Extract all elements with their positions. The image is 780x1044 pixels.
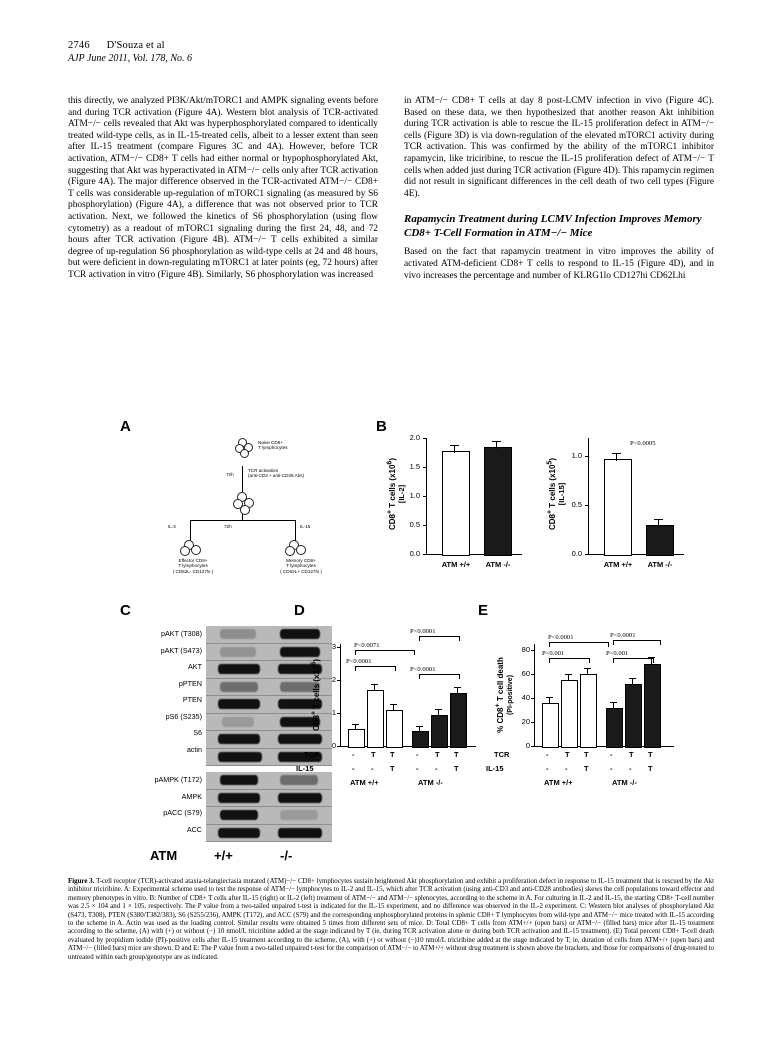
running-authors: D'Souza et al [106,40,165,51]
blot-label-1: pAKT (S473) [160,645,202,655]
chart-d-tcr-3: T [390,750,395,759]
y-axis [340,644,341,746]
ytick-2: 1.0 [409,491,420,500]
chart-d-tcr-4: - [416,750,419,759]
chart-e-tcr-2: T [565,750,570,759]
chart-d-il15-5: - [435,764,438,773]
bar-d-4 [412,731,429,748]
chart-e-group-ko: ATM -/- [612,778,637,787]
chart-e-tcr-5: T [629,750,634,759]
chart-d-tcr-label: TCR [304,750,320,759]
ytick-0: 0.0 [571,549,582,558]
bar-atm-ko [646,525,674,556]
chart-d-tcr-2: T [371,750,376,759]
pvalue-e-4: P<0.0001 [610,632,636,639]
blot-image-bottom [206,772,332,842]
bar-atm-wt [442,451,470,556]
chart-d-il15-6: T [454,764,459,773]
bar-d-1 [348,729,365,748]
right-paragraph-1: in ATM−/− CD8+ T cells at day 8 post-LCMV infection in vivo (Figure 4C). Based on these data, we then hypothesized that another reason Akt inhibition during TCR activation is able to rescue the IL-15 proliferation defect in ATM−/− cells (Figure 3D) is via down-regulation of the elevated mTORC1 activity during TCR activation. This was confirmed by the ability of the mTORC1 inhibitor rapamycin, like triciribine, to rescue the IL-15 proliferation defect of ATM−/− T cells when added just during TCR activation (Figure 4D). This rapamycin regimen did not result in significant differences in the cell death of two cell types (Figure 4E). [404,96,715,199]
ytick-1: 0.5 [571,500,582,509]
bar-atm-wt [604,459,632,556]
bar-e-1 [542,703,559,748]
schematic-effector-label: Effector CD8+ T lymphocytes ( CD62L- CD127lo ) [172,558,214,574]
bar-e-3 [580,674,597,748]
chart-d-il15-3: T [390,764,395,773]
panel-letter-c: C [120,602,131,619]
ytick-0: 0 [331,741,336,750]
blot-label-10: pACC (S79) [163,808,202,817]
blot-label-2: AKT [188,662,202,671]
header-line-1 [68,40,718,51]
chart-e-il15-5: - [629,764,632,773]
chart-e-ylabel: % CD8+ T cell death (PI-positive) [494,657,514,733]
chart-d-il15-label: IL-15 [296,764,314,773]
right-paragraph-2: Based on the fact that rapamycin treatment in vitro improves the ability of activated ATM-deficient CD8+ T cells to respond to IL-15 (Figure 4D), and in vivo increases the percentage and number of KLRG1lo CD127hi CD62Lhi [404,247,714,281]
left-paragraph: this directly, we analyzed PI3K/Akt/mTORC1 and AMPK signaling events before and during TCR activation (Figure 4A). Western blot analysis of TCR-activated ATM−/− cells revealed that Akt was hyperphosphorylated compared to identically treated wild-type cells, as in IL-15-treated cells, albeit to a lesser extent than seen after IL-15 treatment (compare Figures 3C and 4A). However, before TCR activation, ATM−/− CD8+ T cells had either normal or hypophosphorylated Akt, suggesting that Akt was hyperactivated in ATM−/− cells only after TCR activation (Figure 4A). The major difference observed in the TCR-activated ATM−/− CD8+ T cells was considerable up-regulation of mTORC1 signaling (as measured by S6 phosphorylation) (Figure 4A), a difference that was not observed prior to TCR activation. Next, we followed the kinetics of S6 phosphorylation (using flow cytometry) as a readout of mTORC1 signaling during the first 24, 48, and 72 hours after TCR activation (Figure 4B). ATM−/− T cells exhibited a similar degree of up-regulation S6 phosphorylation as wild-type cells at 24 and 48 hours, but were deficient in down-regulating mTORC1 at later points (eg, 72 hours) after TCR activation in vitro (Figure 4B). Similarly, S6 phosphorylation was increased [68,96,378,280]
pvalue-e-3: P<0.001 [606,650,629,657]
blot-foot-atm: ATM [150,848,178,863]
page-header [68,40,718,64]
chart-d-il15-2: - [371,764,374,773]
chart-d-il15-4: - [416,764,419,773]
bar-d-2 [367,690,384,748]
panel-letter-b: B [376,418,387,435]
figure-3 [68,418,714,868]
ytick-2: 1.0 [571,451,582,460]
section-heading: Rapamycin Treatment during LCMV Infection Improves Memory CD8+ T-Cell Formation in ATM−/− Mice [404,213,702,239]
chart-d-group-ko: ATM -/- [418,778,443,787]
ytick-3: 3 [331,642,336,651]
pvalue-d-3: P<0.0001 [410,666,436,673]
bar-e-5 [625,684,642,748]
bar-e-6 [644,664,661,748]
xlab-atm-ko: ATM -/- [485,560,511,569]
blot-label-3: pPTEN [178,678,202,688]
ytick-1: 1 [331,708,336,717]
chart-e-il15-6: T [648,764,653,773]
bar-e-2 [561,680,578,748]
chart-e-tcr-6: T [648,750,653,759]
blot-labels-top [144,626,202,758]
pvalue-d-2: P<0.0071 [354,642,380,649]
ytick-1: 20 [521,717,530,726]
chart-d-tcr-1: - [352,750,355,759]
right-column [404,96,714,282]
panel-a-schematic [144,436,354,576]
ytick-1: 0.5 [409,520,420,529]
blot-label-11: ACC [186,824,202,834]
chart-e-il15-2: - [565,764,568,773]
schematic-arrow-1 [242,466,243,492]
panel-letter-d: D [294,602,305,619]
chart-e-tcr-1: - [546,750,549,759]
chart-d [296,614,486,787]
blot-label-8: pAMPK (T172) [154,775,202,784]
pvalue-e-1: P<0.001 [542,650,565,657]
chart-e-tcr-label: TCR [494,750,510,759]
ytick-0: 0.0 [409,549,420,558]
bar-d-6 [450,693,467,748]
chart-e-il15-label: IL-15 [486,764,504,773]
schematic-il2-label: IL-2 [168,524,176,529]
naive-cell-cluster-icon [230,438,256,464]
blot-foot-ko: -/- [280,848,293,863]
ytick-2: 40 [521,693,530,702]
chart-b-il15-pvalue: P<0.0005 [630,440,656,447]
chart-b-il2-ylabel: CD8+ T cells $(x10^6)$ [IL-2] [386,457,406,531]
blot-label-9: AMPK [181,791,202,801]
chart-d-ylabel: CD8+ T cells $(x10^6)$ [310,658,321,732]
panel-letter-a: A [120,418,131,435]
chart-e-il15-4: - [610,764,613,773]
xlab-atm-wt: ATM +/+ [441,560,471,569]
pvalue-e-2: P<0.0001 [548,634,574,641]
schematic-top-label: Naive CD8+ T lymphocytes [258,440,288,451]
blot-foot-wt: +/+ [214,848,233,863]
chart-e-tcr-4: - [610,750,613,759]
blot-label-7: actin [186,744,202,754]
activated-cell-cluster-icon [230,492,256,518]
blot-label-5: pS6 (S235) [165,711,202,721]
schematic-tcr-label: TCR activation (anti-CD3 + anti-CD28 Abs) [248,468,305,479]
chart-e-tcr-3: T [584,750,589,759]
blot-labels-bottom [144,772,202,838]
schematic-memory-label: Memory CD8+ T lymphocytes ( CD62L+ CD127hi ) [280,558,322,574]
chart-d-il15-1: - [352,764,355,773]
left-column [68,96,378,282]
chart-d-tcr-5: T [435,750,440,759]
chart-b-il15-ylabel: CD8+ T cells $(x10^5)$ [IL-15] [546,457,566,531]
ytick-4: 80 [521,645,530,654]
panel-letter-e: E [478,602,489,619]
bar-atm-ko [484,447,512,556]
schematic-branch-stem [242,514,243,521]
ytick-4: 2.0 [409,433,420,442]
figure-caption [68,878,714,962]
chart-d-group-wt: ATM +/+ [350,778,379,787]
figure-caption-text: T-cell receptor (TCR)-activated ataxia-telangiectasia mutated (ATM)−/− CD8+ lymphocytes sustain heightened Akt phosphorylation and exhibit a proliferation defect in response to IL-15 treatment that is rescued by the Akt inhibitor triciribine. A: Experimental scheme used to test the response of ATM−/− lymphocytes to IL-2 and IL-15, which after TCR activation (using anti-CD3 and anti-CD28 antibodies) skews the cell populations toward effector and memory phenotypes in vitro. B: Number of CD8+ T cells after IL-15 (right) or IL-2 (left) treatment of ATM−/− and ATM−/− splenocytes, according to the scheme in A. For culturing in IL-2 and IL-15, the starting CD8+ T-cell number was 2.5 × 104 and 1 × 105, respectively. The P value from a two-tailed unpaired t-test is indicated for the IL-15 experiment, and no difference was observed in the IL-2 experiment. C: Western blot analyses of phosphorylated Akt (S473, T308), PTEN (S380/T382/383), S6 (S255/236), AMPK (T172), and ACC (S79) and the corresponding unphosphorylated proteins in splenic CD8+ T lymphocytes from wild-type and ATM−/− mice treated with IL-15 according to the scheme in A. Actin was used as the loading control. Similar results were obtained 5 times from different sets of mice. D: Total CD8+ T cells from ATM+/+ (open bars) or ATM−/− (filled bars) mice after IL-15 treatment according to the scheme, (A) with (+) or without (−) 10 nmol/L triciribine added at the stage indicated by T (ie, during TCR activation alone or during both TCR activation and IL-15 treatment). (E) Total percent CD8+ T-cell death evaluated by propidium iodide (PI)-positive cells after IL-15 treatment according to the scheme, (A), with (+) or without (−)10 nmol/L triciribine added at the stage indicated by T, ie, duration of cells from ATM+/+ (open bars) and ATM−/− (filled bars) mice are shown. D and E: The P value from a two-tailed unpaired t-test for the comparison of ATM−/− to ATM+/+ without drug treatment is shown above the brackets, and those for comparisons of drug-treated to untreated within each group/genotype are as indicated. [68,878,714,961]
bar-e-4 [606,708,623,748]
chart-e [486,614,692,787]
schematic-il15-label: IL-15 [300,524,311,529]
schematic-branch-time: 72h [224,524,232,529]
ytick-0: 0 [525,741,530,750]
body-columns [68,96,714,282]
chart-e-il15-1: - [546,764,549,773]
chart-b-il15 [544,432,694,580]
blot-label-4: PTEN [182,695,202,704]
pvalue-d-4: P<0.0001 [410,628,436,635]
bar-d-3 [386,710,403,748]
chart-e-group-wt: ATM +/+ [544,778,573,787]
y-axis [534,644,535,746]
chart-b-il2 [386,432,526,580]
bar-d-5 [431,715,448,748]
blot-label-0: pAKT (T308) [160,629,202,638]
schematic-branch-right [295,520,296,542]
ytick-3: 1.5 [409,462,420,471]
schematic-branch-left [190,520,191,542]
xlab-atm-ko: ATM -/- [647,560,673,569]
journal-line: AJP June 2011, Vol. 178, No. 6 [68,53,193,64]
ytick-3: 60 [521,669,530,678]
page-number: 2746 [68,40,90,51]
chart-e-il15-3: T [584,764,589,773]
xlab-atm-wt: ATM +/+ [603,560,633,569]
blot-label-6: S6 [193,728,202,737]
schematic-step1-time: 72h [226,472,234,477]
ytick-2: 2 [331,675,336,684]
chart-d-tcr-6: T [454,750,459,759]
pvalue-d-1: P<0.0001 [346,658,372,665]
figure-caption-label: Figure 3. [68,878,95,885]
schematic-branch-bar [190,520,296,521]
